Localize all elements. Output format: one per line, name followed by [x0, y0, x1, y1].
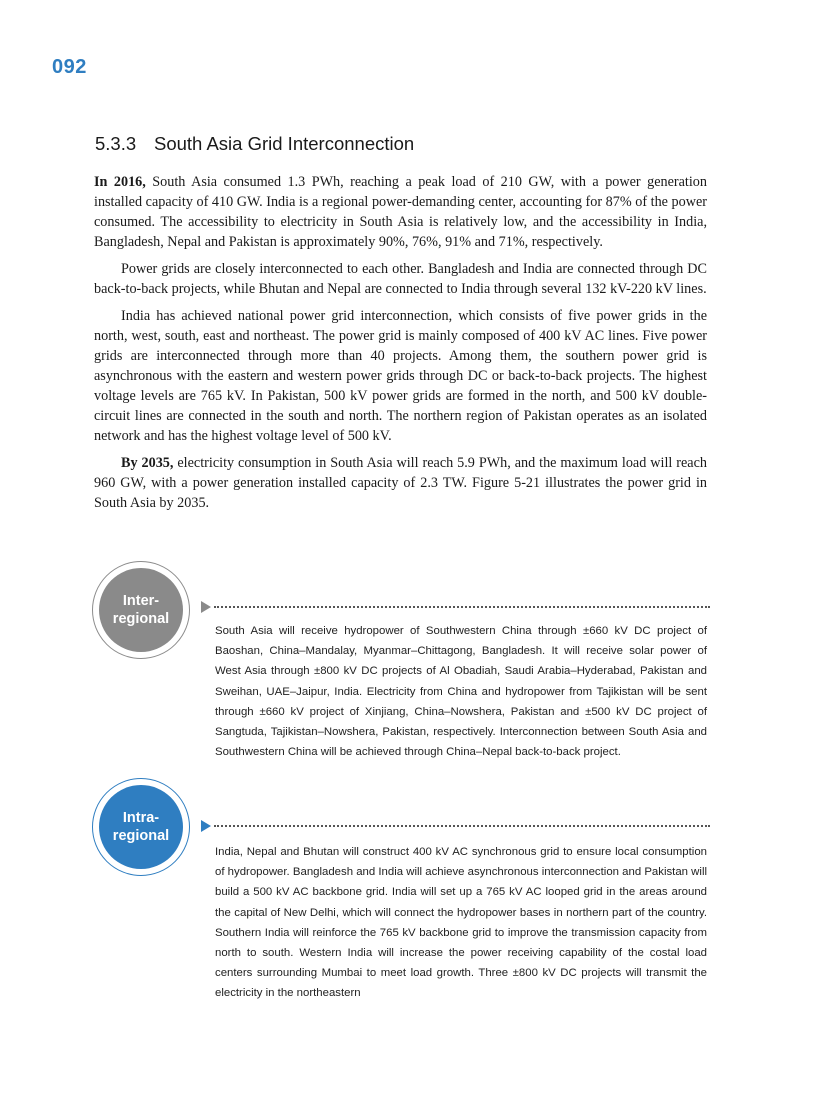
paragraph-lead: In 2016,	[94, 174, 146, 190]
section-number: 5.3.3	[95, 133, 137, 154]
dotted-divider	[214, 606, 710, 608]
intra-regional-text: India, Nepal and Bhutan will construct 400 kV AC synchronous grid to ensure local consumption of hydropower. Bangladesh and India will achieve asynchronous interconnection and Pakistan will build a 500 kV AC backbone grid. India will set up a 765 kV AC looped grid in the areas around the capital of New Delhi, which will connect the hydropower bases in northern part of the country. Southern India will reinforce the 765 kV backbone grid to improve the transmission capacity from north to south. Western India will increase the power receiving capability of the costal load centers surrounding Mumbai to meet load growth. Three ±800 kV DC projects will transmit the electricity in the northeastern	[215, 846, 707, 1000]
paragraph-interconnection	[94, 259, 707, 299]
badge-label-line2: regional	[112, 828, 170, 844]
intra-regional-badge-fill	[99, 785, 183, 869]
paragraph-2016	[94, 172, 707, 252]
paragraph-lead: By 2035,	[121, 455, 174, 471]
section-title: South Asia Grid Interconnection	[154, 133, 415, 154]
badge-label-line2: regional	[112, 611, 170, 627]
paragraph-india-grid	[94, 306, 707, 446]
dotted-divider	[214, 825, 710, 827]
intra-regional-badge	[92, 778, 190, 876]
badge-label-line1: Inter-	[122, 593, 160, 609]
paragraph-body: electricity consumption in South Asia will reach 5.9 PWh, and the maximum load will reach 960 GW, with a power generation installed capacity of 2.3 TW. Figure 5-21 illustrates the power grid in South Asia by 2035.	[94, 455, 707, 511]
pointer-arrow-icon	[201, 601, 211, 613]
pointer-arrow-icon	[201, 820, 211, 832]
inter-regional-text: South Asia will receive hydropower of Southwestern China through ±660 kV DC project of Baoshan, China–Mandalay, Myanmar–Chittagong, Bangladesh. It will receive solar power of West Asia through ±800 kV DC projects of Al Obadiah, Saudi Arabia–Hyderabad, Pakistan and Sweihan, UAE–Jaipur, India. Electricity from China and hydropower from Tajikistan will be sent through ±660 kV project of Xinjiang, China–Nowshera, Pakistan and ±500 kV DC project of Sangtuda, Tajikistan–Nowshera, Pakistan, respectively. Interconnection between South Asia and Southwestern China will be achieved through China–Nepal back-to-back project.	[215, 625, 707, 759]
paragraph-body: India has achieved national power grid interconnection, which consists of five power grids in the north, west, south, east and northeast. The power grid is mainly composed of 400 kV AC lines. Five power grids are interconnected through more than 40 projects. Among them, the southern power grid is asynchronous with the eastern and western power grids through DC or back-to-back projects. The highest voltage levels are 765 kV. In Pakistan, 500 kV power grids are formed in the north, and 500 kV double-circuit lines are connected in the south and north. The northern region of Pakistan operates as an isolated network and has the highest voltage level of 500 kV.	[94, 308, 707, 444]
paragraph-2035	[94, 453, 707, 513]
inter-regional-badge-fill	[99, 568, 183, 652]
badge-label-line1: Intra-	[122, 810, 160, 826]
inter-regional-badge	[92, 561, 190, 659]
body-text	[94, 172, 707, 520]
paragraph-body: South Asia consumed 1.3 PWh, reaching a peak load of 210 GW, with a power generation installed capacity of 410 GW. India is a regional power-demanding center, accounting for 87% of the power consumed. The accessibility to electricity in South Asia is relatively low, and the accessibility in India, Bangladesh, Nepal and Pakistan is approximately 90%, 76%, 91% and 71%, respectively.	[94, 174, 707, 250]
page-number: 092	[52, 56, 87, 78]
section-heading	[95, 133, 414, 155]
paragraph-body: Power grids are closely interconnected to each other. Bangladesh and India are connected through DC back-to-back projects, while Bhutan and Nepal are connected to India through several 132 kV-220 kV lines.	[94, 261, 707, 297]
